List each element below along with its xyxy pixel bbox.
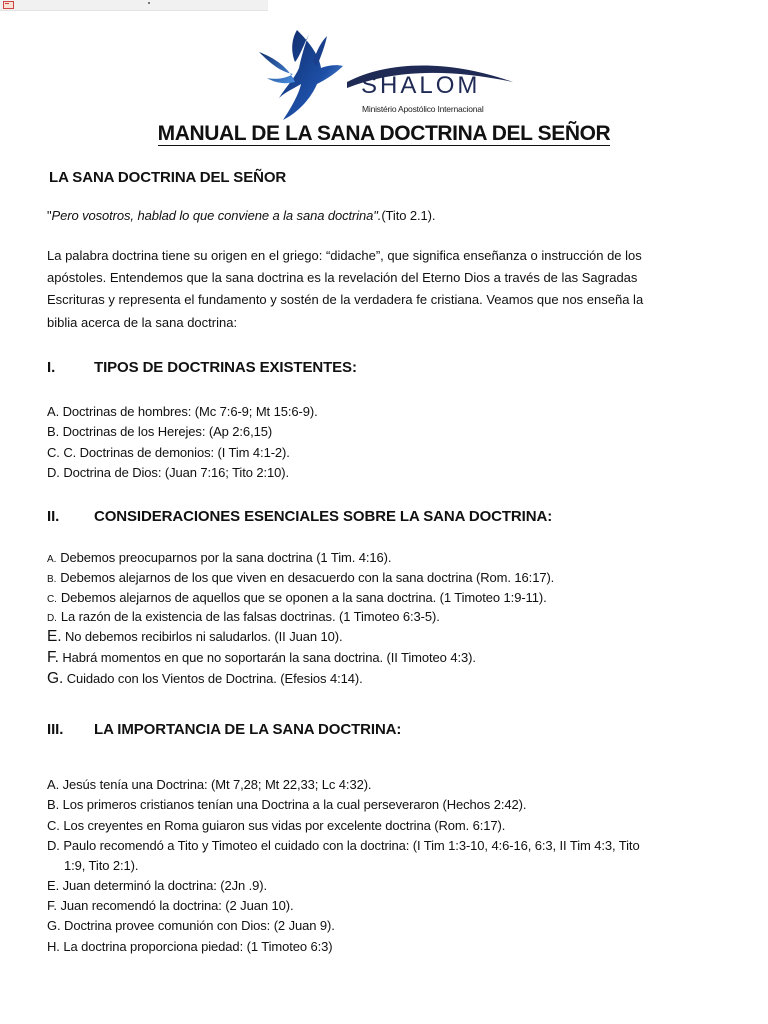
list-marker: H.: [47, 939, 60, 954]
list-item: [47, 422, 272, 442]
list-item: [47, 896, 293, 916]
list-text: C. Doctrinas de demonios: (I Tim 4:1-2).: [63, 445, 290, 460]
list-text: Doctrina de Dios: (Juan 7:16; Tito 2:10).: [63, 465, 290, 480]
list-item: [47, 607, 440, 629]
quote-text: Pero vosotros, hablad lo que conviene a la sana doctrina".: [51, 208, 382, 223]
intro-line: Escrituras y representa el fundamento y sostén de la verdadera fe cristiana. Veamos que nos enseña la: [47, 292, 644, 308]
list-item: [47, 548, 391, 570]
page-title: [0, 122, 768, 146]
list-item: [47, 443, 290, 463]
list-item: [47, 402, 318, 422]
list-item: [47, 669, 363, 689]
section-heading: [47, 720, 401, 740]
section-title: CONSIDERACIONES ESENCIALES SOBRE LA SANA DOCTRINA:: [94, 508, 553, 525]
list-text: Doctrinas de los Herejes: (Ap 2:6,15): [62, 424, 273, 439]
page-title-text: MANUAL DE LA SANA DOCTRINA DEL SEÑOR: [157, 122, 611, 145]
list-marker: C.: [47, 445, 60, 460]
list-marker: F.: [47, 649, 59, 666]
list-item: [47, 568, 554, 590]
subtitle: LA SANA DOCTRINA DEL SEÑOR: [49, 169, 287, 186]
list-text: Juan recomendó la doctrina: (2 Juan 10).: [60, 898, 294, 913]
list-item: [47, 795, 526, 815]
list-text: La razón de la existencia de las falsas doctrinas. (1 Timoteo 6:3-5).: [60, 609, 440, 624]
toolbar-dot: [148, 2, 150, 4]
section-heading: [47, 507, 552, 527]
list-marker: D.: [47, 613, 57, 624]
quote-line: [47, 206, 435, 226]
list-text: Juan determinó la doctrina: (2Jn .9).: [62, 878, 268, 893]
list-text: Debemos alejarnos de los que viven en desacuerdo con la sana doctrina (Rom. 16:17).: [60, 570, 555, 585]
list-marker: A.: [47, 777, 60, 792]
list-marker: B.: [47, 424, 60, 439]
section-heading: [47, 358, 357, 378]
list-marker: E.: [47, 878, 60, 893]
list-text: No debemos recibirlos ni saludarlos. (II Juan 10).: [64, 629, 343, 644]
list-item: [47, 836, 640, 856]
list-text: Los creyentes en Roma guiaron sus vidas por excelente doctrina (Rom. 6:17).: [63, 818, 506, 833]
list-marker: A.: [47, 404, 60, 419]
list-item: [47, 463, 289, 483]
list-text: La doctrina proporciona piedad: (1 Timoteo 6:3): [63, 939, 333, 954]
quote-ref: (Tito 2.1).: [381, 208, 436, 223]
list-text: Debemos preocuparnos por la sana doctrina (1 Tim. 4:16).: [60, 550, 392, 565]
list-item: [47, 775, 371, 795]
list-item-continuation: 1:9, Tito 2:1).: [64, 858, 139, 873]
viewer-toolbar-strip: [0, 0, 268, 11]
list-item: [47, 876, 267, 896]
list-marker: G.: [47, 670, 64, 687]
section-number: II.: [47, 508, 60, 525]
intro-line: La palabra doctrina tiene su origen en el griego: “didache”, que significa enseñanza o instrucción de los: [47, 248, 642, 263]
list-text: Doctrinas de hombres: (Mc 7:6-9; Mt 15:6-9).: [62, 404, 318, 419]
list-marker: E.: [47, 628, 62, 645]
list-item: [47, 627, 343, 647]
list-item: [47, 648, 476, 668]
document-icon[interactable]: [3, 1, 14, 9]
list-marker: A.: [47, 554, 57, 565]
brand-name: SHALOM: [361, 72, 481, 99]
section-title: TIPOS DE DOCTRINAS EXISTENTES:: [94, 359, 357, 376]
intro-paragraph: [47, 245, 727, 334]
list-marker: G.: [47, 918, 61, 933]
list-marker: B.: [47, 574, 57, 585]
list-text: Cuidado con los Vientos de Doctrina. (Efesios 4:14).: [66, 671, 363, 686]
list-marker: C.: [47, 818, 60, 833]
list-text: Habrá momentos en que no soportarán la sana doctrina. (II Timoteo 4:3).: [62, 650, 476, 665]
list-marker: F.: [47, 898, 57, 913]
list-text: Debemos alejarnos de aquellos que se oponen a la sana doctrina. (1 Timoteo 1:9-11).: [60, 590, 547, 605]
section-number: III.: [47, 721, 64, 738]
list-marker: C.: [47, 594, 57, 605]
list-item: [47, 937, 333, 957]
quote-open: ": [47, 208, 52, 223]
list-marker: D.: [47, 465, 60, 480]
list-text: Jesús tenía una Doctrina: (Mt 7,28; Mt 22,33; Lc 4:32).: [62, 777, 372, 792]
brand-tagline: Ministério Apostólico Internacional: [362, 104, 484, 114]
intro-line: biblia acerca de la sana doctrina:: [47, 314, 238, 330]
list-text: Los primeros cristianos tenían una Doctrina a la cual perseveraron (Hechos 2:42).: [62, 797, 527, 812]
shalom-logo: [255, 28, 517, 122]
intro-line: apóstoles. Entendemos que la sana doctrina es la revelación del Eterno Dios a través de las Sagradas: [47, 270, 638, 286]
list-text: Paulo recomendó a Tito y Timoteo el cuidado con la doctrina: (I Tim 1:3-10, 4:6-16, 6:3, II Tim 4:3, Tito: [63, 838, 640, 853]
list-marker: D.: [47, 838, 60, 853]
list-item: [47, 916, 335, 936]
section-number: I.: [47, 359, 56, 376]
list-text: Doctrina provee comunión con Dios: (2 Juan 9).: [64, 918, 335, 933]
section-title: LA IMPORTANCIA DE LA SANA DOCTRINA:: [94, 721, 402, 738]
list-item: [47, 816, 505, 836]
list-marker: B.: [47, 797, 60, 812]
